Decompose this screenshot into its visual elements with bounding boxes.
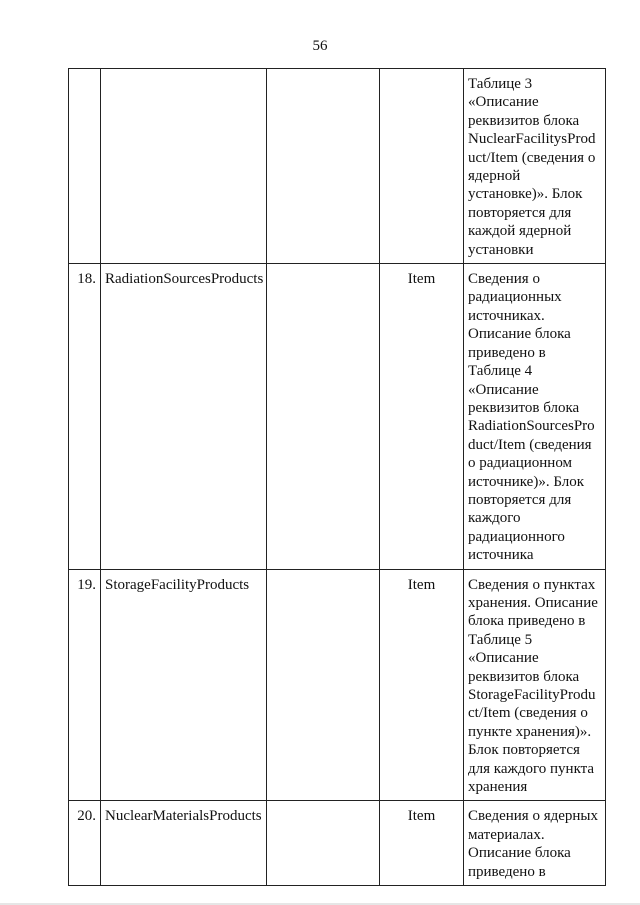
description-cell xyxy=(464,264,606,570)
description-text: Сведения о пунктах хранения. Описание блока приведено в Таблице 5 «Описание реквизитов блока StorageFacilityProdu ct/Item (сведения о пункте хранения)». Блок повторяется для каждого пункта хранения xyxy=(468,576,598,796)
description-text: Сведения о ядерных материалах. Описание блока приведено в xyxy=(468,808,598,880)
requisites-table xyxy=(68,68,606,886)
element-name-cell xyxy=(101,69,267,264)
table-row xyxy=(69,264,606,570)
description-text: Таблице 3 «Описание реквизитов блока NuclearFacilitysProd uct/Item (сведения о ядерной установке)». Блок повторяется для каждой ядерной установки xyxy=(468,76,596,258)
type-cell: Item xyxy=(380,569,464,801)
description-text: Сведения о радиационных источниках. Описание блока приведено в Таблице 4 «Описание реквизитов блока RadiationSourcesPro duct/Item (сведения о радиационном источнике)». Блок повторяется для каждого радиационного источника xyxy=(468,271,595,564)
type-cell: Item xyxy=(380,264,464,570)
row-number-cell xyxy=(69,69,101,264)
element-name-cell: RadiationSourcesProducts xyxy=(101,264,267,570)
empty-cell xyxy=(267,264,380,570)
empty-cell xyxy=(267,69,380,264)
row-number-cell: 20. xyxy=(69,801,101,886)
description-cell xyxy=(464,569,606,801)
table-row xyxy=(69,569,606,801)
element-name-cell: StorageFacilityProducts xyxy=(101,569,267,801)
element-name-cell: NuclearMaterialsProducts xyxy=(101,801,267,886)
empty-cell xyxy=(267,569,380,801)
table-row xyxy=(69,69,606,264)
empty-cell xyxy=(267,801,380,886)
description-cell xyxy=(464,801,606,886)
row-number-cell: 19. xyxy=(69,569,101,801)
row-number-cell: 18. xyxy=(69,264,101,570)
type-cell xyxy=(380,69,464,264)
description-cell xyxy=(464,69,606,264)
page-number: 56 xyxy=(312,38,328,54)
table-row xyxy=(69,801,606,886)
type-cell: Item xyxy=(380,801,464,886)
